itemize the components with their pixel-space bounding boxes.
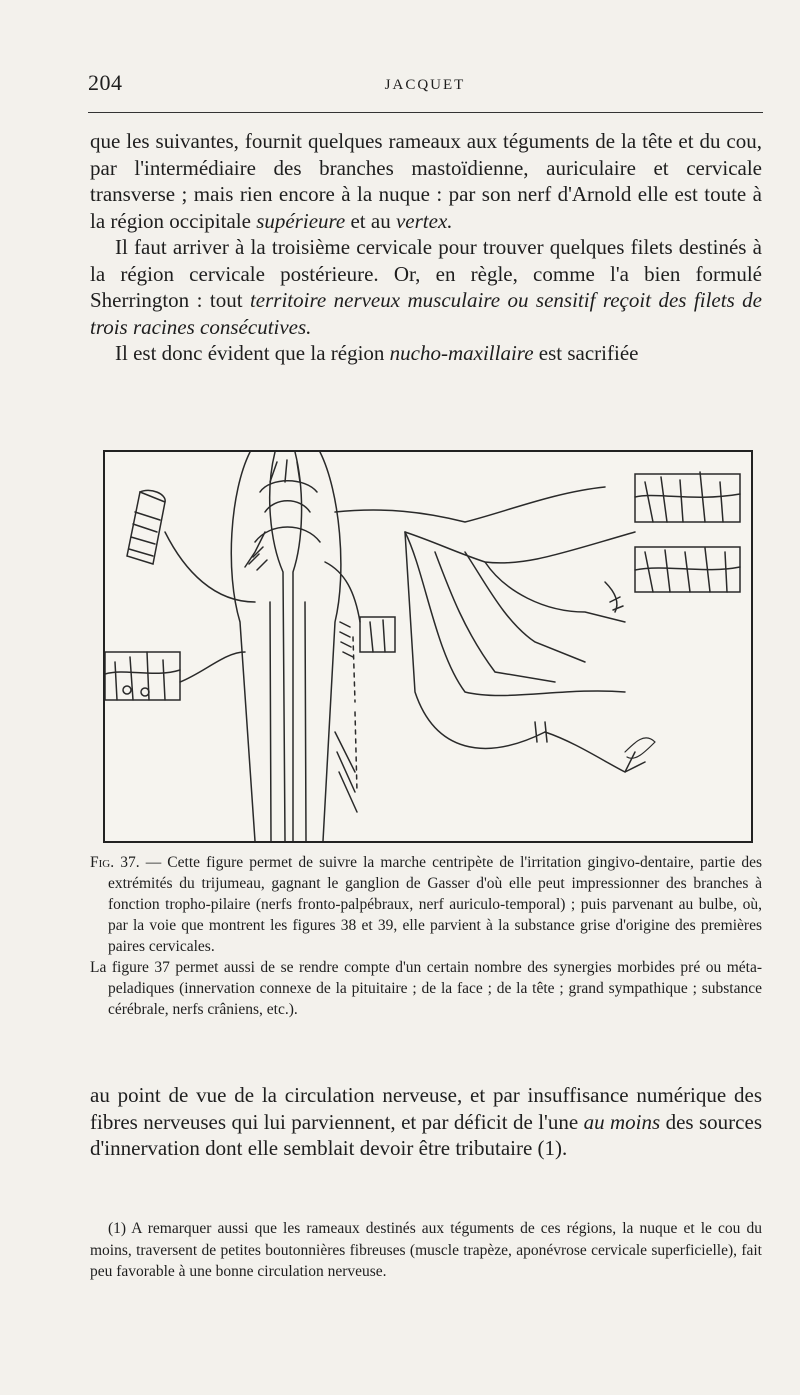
skin-with-hair-left xyxy=(105,652,180,700)
caption-paragraph-1: Fig. 37. — Cette figure permet de suivre la marche centripète de l'irritation gingivo-dentaire, partie des extrémités du trijumeau, gagnant le ganglion de Gasser d'où elle peut impressionner des branches à fonction tropho-pilaire (nerfs fronto-palpébraux, nerf auriculo-temporal) ; puis parvenant au bulbe, où, par la voie que montrent les figures 38 et 39, elle parvient à la substance grise d'origine des premières paires cervicales. xyxy=(90,854,762,955)
continued-text: au point de vue de la circulation nerveuse, et par insuffisance numérique des fibres nerveuses qui lui parviennent, et par déficit de l'une au moins des sources d'innervation dont elle semblait devoir être tributaire (1). xyxy=(90,1083,762,1160)
figure-label: Fig. 37. xyxy=(90,854,140,871)
brainstem-drawing xyxy=(231,452,360,841)
caption-paragraph-2: La figure 37 permet aussi de se rendre compte d'un certain nombre des synergies morbides pré ou méta-peladiques (innervation connexe de la pituitaire ; de la face ; de la tête ; grand sympathique ; substance cérébrale, nerfs crâniens, etc.). xyxy=(90,959,762,1018)
skin-with-hair-top-right xyxy=(635,472,740,592)
running-head xyxy=(88,70,762,100)
paragraph-3: Il est donc évident que la région nucho-maxillaire est sacrifiée xyxy=(115,341,639,365)
footnote: (1) A remarquer aussi que les rameaux destinés aux téguments de ces régions, la nuque et le cou du moins, traversent de petites boutonnières fibreuses (muscle trapèze, aponévrose cervicale superficielle), fait peu favorable à une bonne circulation nerveuse. xyxy=(90,1220,762,1280)
header-rule xyxy=(88,112,763,113)
paragraph-1: que les suivantes, fournit quelques rameaux aux téguments de la tête et du cou, par l'intermédiaire des branches mastoïdienne, auriculaire et cervicale transverse ; mais rien encore à la nuque : par son nerf d'Arnold elle est toute à la région occipitale supérieure et au vertex. xyxy=(90,129,762,233)
figure-37-illustration xyxy=(103,450,753,843)
running-title: JACQUET xyxy=(384,77,466,93)
paragraph-2: Il faut arriver à la troisième cervicale pour trouver quelques filets destinés à la région cervicale postérieure. Or, en règle, comme l'a bien formulé Sherrington : tout territoire nerveux musculaire ou sensitif reçoit des filets de trois racines consécutives. xyxy=(90,235,762,339)
body-text xyxy=(90,128,762,367)
page-number: 204 xyxy=(88,70,123,95)
cylinder-muscle xyxy=(127,490,165,564)
figure-caption xyxy=(90,852,762,1020)
nerve-fibers xyxy=(165,487,645,792)
small-skin-center xyxy=(360,617,395,652)
